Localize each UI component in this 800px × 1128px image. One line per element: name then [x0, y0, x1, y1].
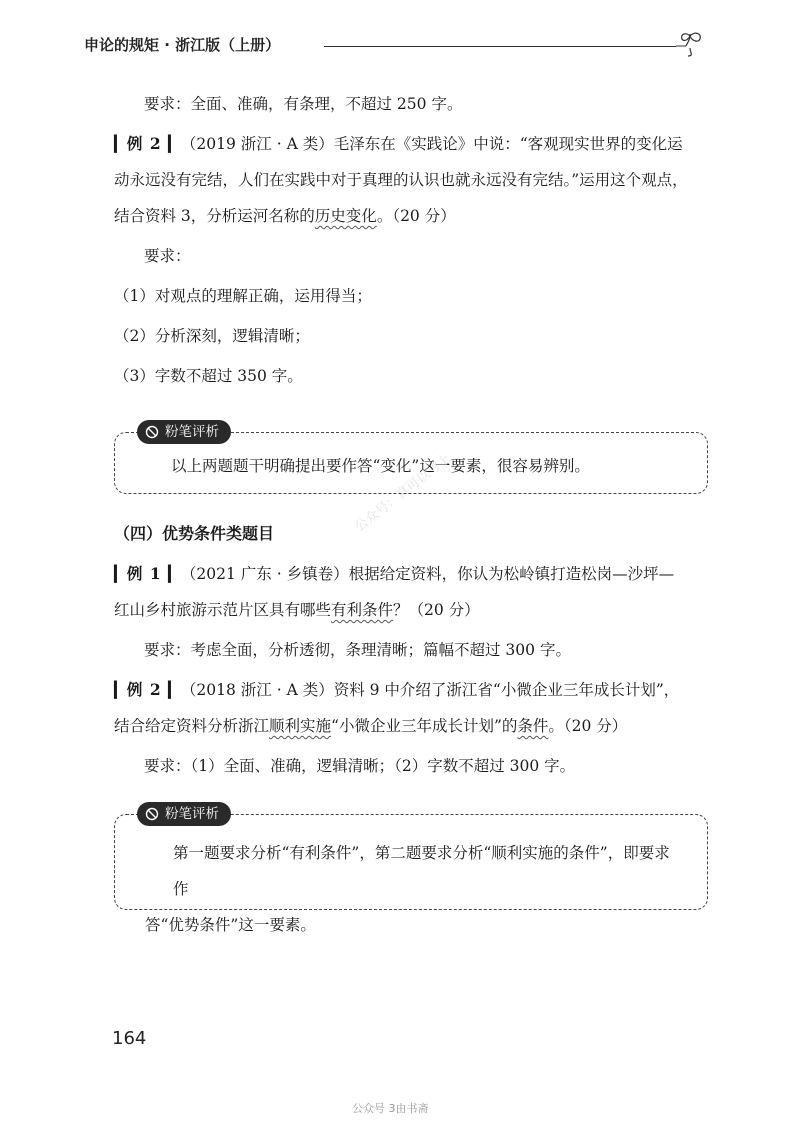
no-entry-icon: [145, 425, 159, 439]
requirement-text: 要求：（1）全面、准确，逻辑清晰；（2）字数不超过 300 字。: [144, 757, 576, 775]
no-entry-icon: [145, 807, 159, 821]
keyword-highlight: 条件: [517, 717, 549, 735]
example-text: 。（20 分）: [548, 717, 628, 735]
content-block-2: [114, 516, 704, 784]
requirement-text: 要求：考虑全面，分析透彻，条理清晰；篇幅不超过 300 字。: [144, 641, 571, 659]
keyword-highlight: 有利条件: [331, 601, 394, 619]
requirement-item-1: （1）对观点的理解正确，运用得当；: [114, 287, 372, 305]
header-rule: [324, 46, 676, 47]
requirement-text: 要求：全面、准确，有条理，不超过 250 字。: [144, 95, 463, 113]
example-tag: ▎例 2 ▎: [114, 680, 181, 699]
example-text: ？（20 分）: [393, 601, 480, 619]
example-1-line-2: [114, 592, 704, 628]
example-text: “小微企业三年成长计划”的: [331, 717, 518, 735]
example-tag: ▎例 2 ▎: [114, 134, 181, 153]
section-heading: （四）优势条件类题目: [114, 524, 275, 543]
example-text: 资料 9 中介绍了浙江省“小微企业三年成长计划”，: [333, 681, 680, 699]
example-1-line-1: [114, 556, 704, 592]
analysis-line-2: 答“优势条件”这一要素。: [145, 916, 316, 934]
example-2-line-1: [114, 672, 704, 708]
footer-mark: 公众号 3由书斋: [352, 1102, 429, 1115]
analysis-badge-label: 粉笔评析: [165, 806, 219, 822]
analysis-box-2: [114, 806, 708, 934]
requirement-title: 要求：: [144, 247, 191, 265]
example-text: 结合资料 3，分析运河名称的: [114, 207, 315, 225]
analysis-line-1: 第一题要求分析“有利条件”，第二题要求分析“顺利实施的条件”，即要求作: [173, 844, 670, 898]
example-source: （2019 浙江 · A 类）: [180, 135, 334, 153]
content-block-1: [114, 86, 704, 394]
analysis-badge-label: 粉笔评析: [165, 424, 219, 440]
page-number: 164: [112, 1028, 147, 1049]
analysis-text: [145, 835, 685, 943]
watermark: 公众号：真可以考上: [352, 451, 454, 535]
example-2-line-3: [114, 198, 704, 234]
example-text: 。（20 分）: [376, 207, 456, 225]
sprout-icon: [672, 30, 708, 60]
example-tag: ▎例 1 ▎: [114, 564, 181, 583]
keyword-highlight: 历史变化: [314, 207, 377, 225]
example-text: 红山乡村旅游示范片区具有哪些: [114, 601, 332, 619]
requirement-item-2: （2）分析深刻，逻辑清晰；: [114, 327, 310, 345]
requirement-item-3: （3）字数不超过 350 字。: [114, 367, 303, 385]
example-source: （2018 浙江 · A 类）: [180, 681, 334, 699]
example-2-line-2: 动永远没有完结，人们在实践中对于真理的认识也就永远没有完结。”运用这个观点，: [114, 171, 688, 189]
example-2-line-2: [114, 708, 704, 744]
page-header: [84, 30, 714, 60]
keyword-highlight: 顺利实施: [269, 717, 332, 735]
example-text: 毛泽东在《实践论》中说：“客观现实世界的变化运: [333, 135, 683, 153]
header-title: 申论的规矩 · 浙江版（上册）: [84, 36, 281, 54]
analysis-badge: [137, 802, 231, 826]
example-source: （2021 广东 · 乡镇卷）: [180, 565, 349, 583]
analysis-badge: [137, 420, 231, 444]
example-2-line-1: [114, 126, 704, 162]
example-text: 根据给定资料，你认为松岭镇打造松岗—沙坪—: [348, 565, 675, 583]
example-text: 结合给定资料分析浙江: [114, 717, 270, 735]
analysis-text: 以上两题题干明确提出要作答“变化”这一要素，很容易辨别。: [171, 457, 590, 475]
